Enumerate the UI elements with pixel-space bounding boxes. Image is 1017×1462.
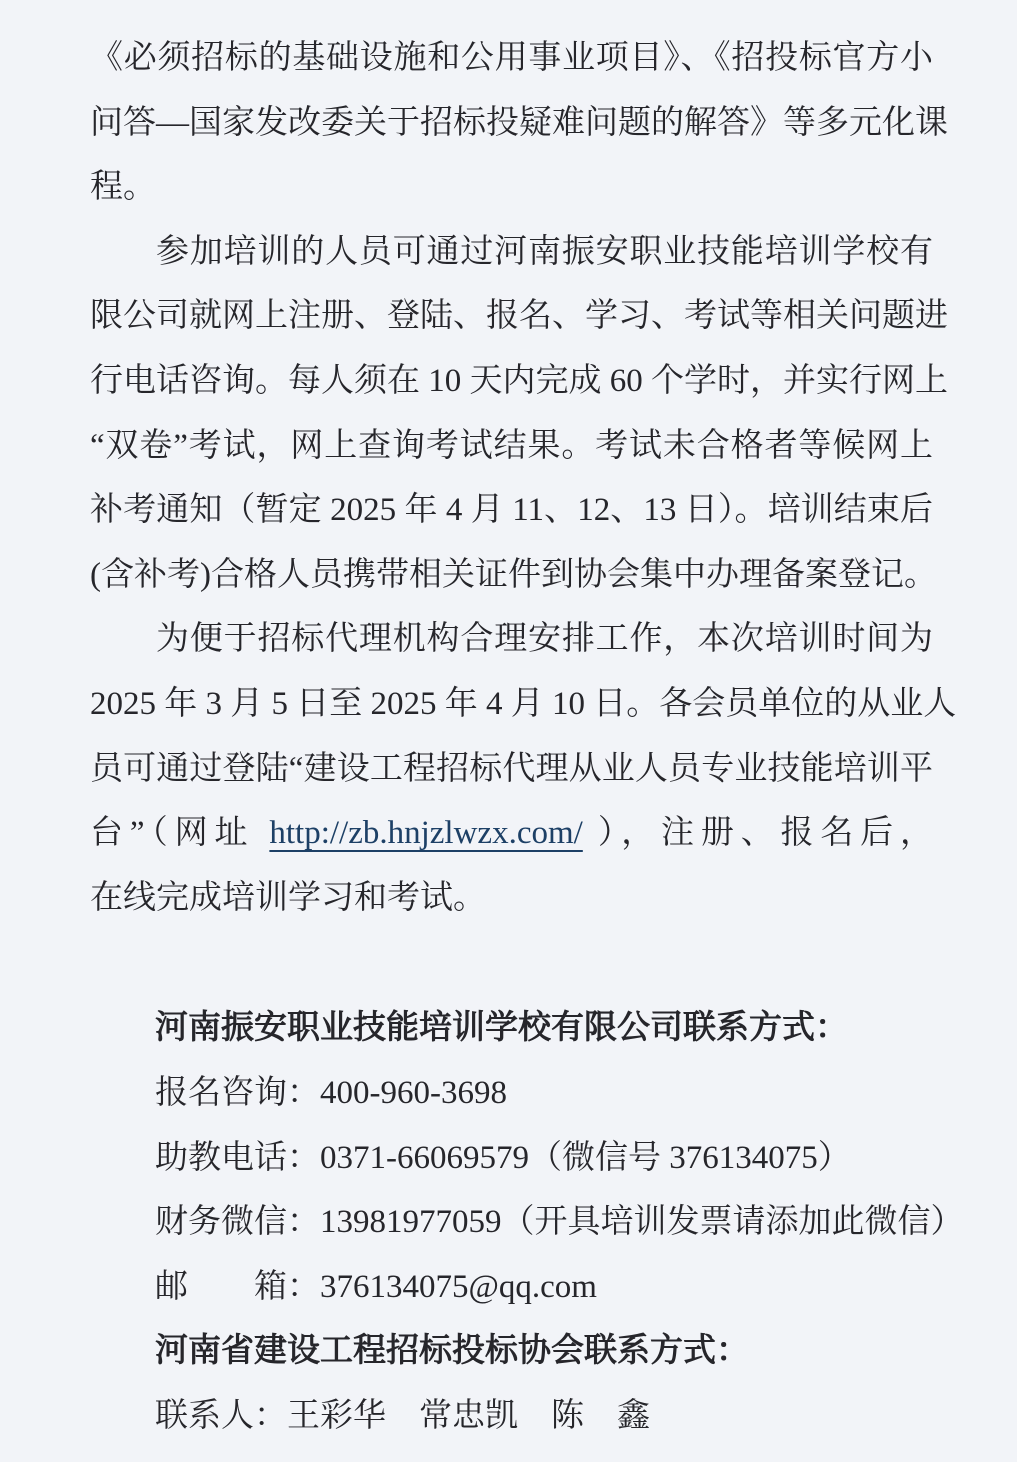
paragraph2-line1: 参加培训的人员可通过河南振安职业技能培训学校有	[156, 233, 933, 270]
url-line-prefix: 台”（网址	[90, 815, 270, 852]
url-line-suffix: ），注册、报名后，	[582, 815, 934, 852]
training-platform-link[interactable]: http://zb.hnjzlwzx.com/	[269, 815, 583, 852]
association-contact-heading: 河南省建设工程招标投标协会联系方式：	[155, 1333, 749, 1370]
paragraph3-line3: 员可通过登陆“建设工程招标代理从业人员专业技能培训平	[90, 750, 933, 787]
paragraph2-line4: “双卷”考试，网上查询考试结果。考试未合格者等候网上	[90, 427, 933, 464]
paragraph3-line2: 2025 年 3 月 5 日至 2025 年 4 月 10 日。各会员单位的从业人	[90, 685, 957, 722]
school-contact-assist-phone: 助教电话：0371-66069579（微信号 376134075）	[155, 1139, 851, 1176]
paragraph1-line2: 问答—国家发改委关于招标投疑难问题的解答》等多元化课	[90, 104, 948, 141]
school-contact-email: 邮 箱：376134075@qq.com	[155, 1268, 597, 1305]
paragraph2-line5: 补考通知（暂定 2025 年 4 月 11、12、13 日）。培训结束后	[90, 492, 933, 529]
paragraph3-last-line: 在线完成培训学习和考试。	[90, 879, 486, 916]
paragraph2-line2: 限公司就网上注册、登陆、报名、学习、考试等相关问题进	[90, 298, 948, 335]
paragraph2-line3: 行电话咨询。每人须在 10 天内完成 60 个学时，并实行网上	[90, 362, 948, 399]
school-contact-finance-wechat: 财务微信：13981977059（开具培训发票请添加此微信）	[155, 1204, 964, 1241]
paragraph1-line1: 《必须招标的基础设施和公用事业项目》、《招投标官方小	[90, 40, 933, 76]
paragraph1-line3: 程。	[90, 169, 156, 206]
url-line	[90, 801, 933, 866]
association-contact-persons: 联系人：王彩华 常忠凯 陈 鑫	[155, 1397, 650, 1434]
paragraph2-line6: (含补考)合格人员携带相关证件到协会集中办理备案登记。	[90, 556, 937, 593]
school-contact-enroll-phone: 报名咨询：400-960-3698	[155, 1074, 507, 1111]
contact-section	[90, 996, 964, 1448]
paragraph3-line1: 为便于招标代理机构合理安排工作，本次培训时间为	[156, 621, 933, 658]
school-contact-heading: 河南振安职业技能培训学校有限公司联系方式：	[155, 1010, 848, 1047]
